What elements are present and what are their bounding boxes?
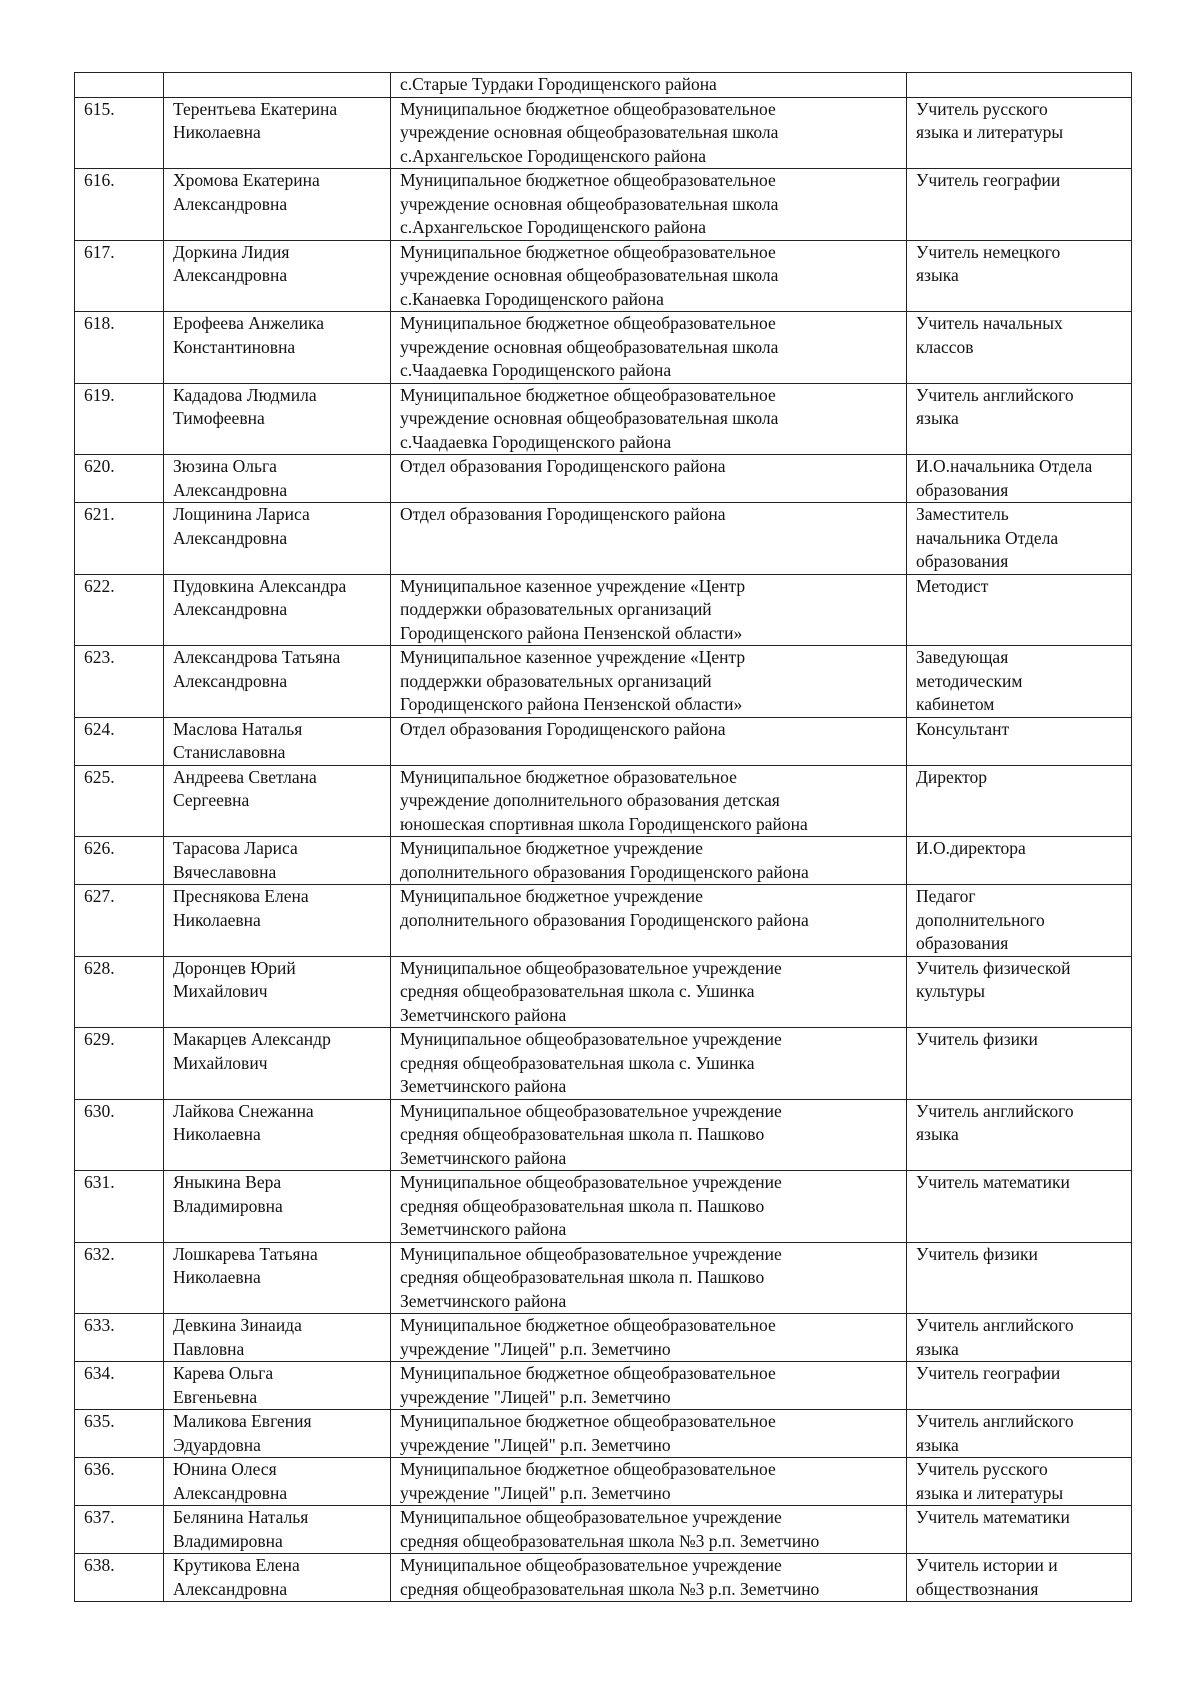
organization-cell: Муниципальное казенное учреждение «Центр поддержки образовательных организаций Городищенского района Пензенской области» — [391, 646, 907, 718]
row-number-cell: 636. — [75, 1458, 164, 1506]
organization-cell: Муниципальное бюджетное общеобразовательное учреждение "Лицей" р.п. Земетчино — [391, 1362, 907, 1410]
position-cell: Учитель физики — [907, 1028, 1132, 1100]
row-number-cell: 633. — [75, 1314, 164, 1362]
person-name-cell: Лошкарева Татьяна Николаевна — [164, 1242, 391, 1314]
position-cell: И.О.начальника Отдела образования — [907, 455, 1132, 503]
table-row — [75, 1171, 1132, 1243]
table-row — [75, 1410, 1132, 1458]
person-name-cell: Преснякова Елена Николаевна — [164, 885, 391, 957]
staff-table-body — [75, 73, 1132, 1602]
organization-cell: Муниципальное общеобразовательное учреждение средняя общеобразовательная школа №3 р.п. Земетчино — [391, 1506, 907, 1554]
position-cell: Методист — [907, 574, 1132, 646]
row-number-cell: 634. — [75, 1362, 164, 1410]
row-number-cell: 638. — [75, 1554, 164, 1602]
table-row — [75, 1242, 1132, 1314]
organization-cell: Муниципальное бюджетное общеобразовательное учреждение основная общеобразовательная школа с.Чаадаевка Городищенского района — [391, 312, 907, 384]
table-row — [75, 837, 1132, 885]
table-row — [75, 765, 1132, 837]
organization-cell: Муниципальное общеобразовательное учреждение средняя общеобразовательная школа п. Пашково Земетчинского района — [391, 1099, 907, 1171]
row-number-cell: 632. — [75, 1242, 164, 1314]
position-cell: Заместитель начальника Отдела образования — [907, 503, 1132, 575]
position-cell: Учитель английского языка — [907, 1410, 1132, 1458]
row-number-cell: 623. — [75, 646, 164, 718]
organization-cell: Муниципальное общеобразовательное учреждение средняя общеобразовательная школа п. Пашково Земетчинского района — [391, 1242, 907, 1314]
position-cell: Учитель математики — [907, 1171, 1132, 1243]
person-name-cell: Юнина Олеся Александровна — [164, 1458, 391, 1506]
organization-cell: Муниципальное общеобразовательное учреждение средняя общеобразовательная школа п. Пашково Земетчинского района — [391, 1171, 907, 1243]
organization-cell: Муниципальное бюджетное общеобразовательное учреждение "Лицей" р.п. Земетчино — [391, 1410, 907, 1458]
row-number-cell: 615. — [75, 97, 164, 169]
person-name-cell: Пудовкина Александра Александровна — [164, 574, 391, 646]
organization-cell: Муниципальное бюджетное общеобразовательное учреждение основная общеобразовательная школа с.Архангельское Городищенского района — [391, 169, 907, 241]
organization-cell: Муниципальное бюджетное общеобразовательное учреждение "Лицей" р.п. Земетчино — [391, 1458, 907, 1506]
person-name-cell: Лайкова Снежанна Николаевна — [164, 1099, 391, 1171]
table-row — [75, 312, 1132, 384]
row-number-cell: 621. — [75, 503, 164, 575]
table-row — [75, 503, 1132, 575]
organization-cell: Муниципальное общеобразовательное учреждение средняя общеобразовательная школа с. Ушинка Земетчинского района — [391, 956, 907, 1028]
person-name-cell: Девкина Зинаида Павловна — [164, 1314, 391, 1362]
person-name-cell: Карева Ольга Евгеньевна — [164, 1362, 391, 1410]
person-name-cell: Ерофеева Анжелика Константиновна — [164, 312, 391, 384]
table-row — [75, 383, 1132, 455]
position-cell: Учитель английского языка — [907, 383, 1132, 455]
position-cell: Учитель начальных классов — [907, 312, 1132, 384]
person-name-cell: Макарцев Александр Михайлович — [164, 1028, 391, 1100]
position-cell: Учитель русского языка и литературы — [907, 97, 1132, 169]
organization-cell: Муниципальное бюджетное общеобразовательное учреждение основная общеобразовательная школа с.Архангельское Городищенского района — [391, 97, 907, 169]
row-number-cell: 618. — [75, 312, 164, 384]
position-cell: Учитель английского языка — [907, 1314, 1132, 1362]
position-cell: И.О.директора — [907, 837, 1132, 885]
person-name-cell: Хромова Екатерина Александровна — [164, 169, 391, 241]
person-name-cell: Маликова Евгения Эдуардовна — [164, 1410, 391, 1458]
person-name-cell: Яныкина Вера Владимировна — [164, 1171, 391, 1243]
position-cell: Заведующая методическим кабинетом — [907, 646, 1132, 718]
row-number-cell — [75, 73, 164, 98]
row-number-cell: 626. — [75, 837, 164, 885]
table-row — [75, 717, 1132, 765]
table-row — [75, 73, 1132, 98]
table-row — [75, 646, 1132, 718]
organization-cell: Муниципальное общеобразовательное учреждение средняя общеобразовательная школа с. Ушинка Земетчинского района — [391, 1028, 907, 1100]
row-number-cell: 627. — [75, 885, 164, 957]
position-cell: Учитель русского языка и литературы — [907, 1458, 1132, 1506]
table-row — [75, 1314, 1132, 1362]
table-row — [75, 455, 1132, 503]
table-row — [75, 574, 1132, 646]
table-row — [75, 1028, 1132, 1100]
staff-table — [74, 72, 1132, 1602]
row-number-cell: 622. — [75, 574, 164, 646]
person-name-cell: Терентьева Екатерина Николаевна — [164, 97, 391, 169]
organization-cell: Муниципальное бюджетное учреждение дополнительного образования Городищенского района — [391, 837, 907, 885]
position-cell: Учитель географии — [907, 169, 1132, 241]
position-cell: Консультант — [907, 717, 1132, 765]
row-number-cell: 630. — [75, 1099, 164, 1171]
table-row — [75, 240, 1132, 312]
row-number-cell: 629. — [75, 1028, 164, 1100]
position-cell: Директор — [907, 765, 1132, 837]
person-name-cell: Кададова Людмила Тимофеевна — [164, 383, 391, 455]
position-cell: Учитель физической культуры — [907, 956, 1132, 1028]
person-name-cell: Доркина Лидия Александровна — [164, 240, 391, 312]
row-number-cell: 625. — [75, 765, 164, 837]
organization-cell: Муниципальное бюджетное общеобразовательное учреждение основная общеобразовательная школа с.Канаевка Городищенского района — [391, 240, 907, 312]
table-row — [75, 169, 1132, 241]
person-name-cell: Тарасова Лариса Вячеславовна — [164, 837, 391, 885]
row-number-cell: 620. — [75, 455, 164, 503]
row-number-cell: 631. — [75, 1171, 164, 1243]
position-cell: Учитель физики — [907, 1242, 1132, 1314]
position-cell: Педагог дополнительного образования — [907, 885, 1132, 957]
organization-cell: Муниципальное бюджетное общеобразовательное учреждение "Лицей" р.п. Земетчино — [391, 1314, 907, 1362]
person-name-cell: Маслова Наталья Станиславовна — [164, 717, 391, 765]
position-cell: Учитель географии — [907, 1362, 1132, 1410]
organization-cell: Муниципальное общеобразовательное учреждение средняя общеобразовательная школа №3 р.п. Земетчино — [391, 1554, 907, 1602]
organization-cell: Отдел образования Городищенского района — [391, 717, 907, 765]
organization-cell: Отдел образования Городищенского района — [391, 455, 907, 503]
organization-cell: Муниципальное бюджетное общеобразовательное учреждение основная общеобразовательная школа с.Чаадаевка Городищенского района — [391, 383, 907, 455]
table-row — [75, 1554, 1132, 1602]
row-number-cell: 616. — [75, 169, 164, 241]
row-number-cell: 635. — [75, 1410, 164, 1458]
person-name-cell: Александрова Татьяна Александровна — [164, 646, 391, 718]
organization-cell: Отдел образования Городищенского района — [391, 503, 907, 575]
row-number-cell: 619. — [75, 383, 164, 455]
person-name-cell: Белянина Наталья Владимировна — [164, 1506, 391, 1554]
organization-cell: Муниципальное бюджетное учреждение дополнительного образования Городищенского района — [391, 885, 907, 957]
position-cell: Учитель немецкого языка — [907, 240, 1132, 312]
table-row — [75, 97, 1132, 169]
row-number-cell: 628. — [75, 956, 164, 1028]
position-cell — [907, 73, 1132, 98]
row-number-cell: 624. — [75, 717, 164, 765]
position-cell: Учитель математики — [907, 1506, 1132, 1554]
person-name-cell — [164, 73, 391, 98]
table-row — [75, 1099, 1132, 1171]
person-name-cell: Лощинина Лариса Александровна — [164, 503, 391, 575]
row-number-cell: 637. — [75, 1506, 164, 1554]
person-name-cell: Андреева Светлана Сергеевна — [164, 765, 391, 837]
organization-cell: Муниципальное казенное учреждение «Центр поддержки образовательных организаций Городищенского района Пензенской области» — [391, 574, 907, 646]
table-row — [75, 1458, 1132, 1506]
position-cell: Учитель истории и обществознания — [907, 1554, 1132, 1602]
person-name-cell: Зюзина Ольга Александровна — [164, 455, 391, 503]
table-row — [75, 885, 1132, 957]
table-row — [75, 1362, 1132, 1410]
person-name-cell: Доронцев Юрий Михайлович — [164, 956, 391, 1028]
row-number-cell: 617. — [75, 240, 164, 312]
table-row — [75, 956, 1132, 1028]
position-cell: Учитель английского языка — [907, 1099, 1132, 1171]
person-name-cell: Крутикова Елена Александровна — [164, 1554, 391, 1602]
organization-cell: с.Старые Турдаки Городищенского района — [391, 73, 907, 98]
table-row — [75, 1506, 1132, 1554]
organization-cell: Муниципальное бюджетное образовательное учреждение дополнительного образования детская юношеская спортивная школа Городищенского района — [391, 765, 907, 837]
